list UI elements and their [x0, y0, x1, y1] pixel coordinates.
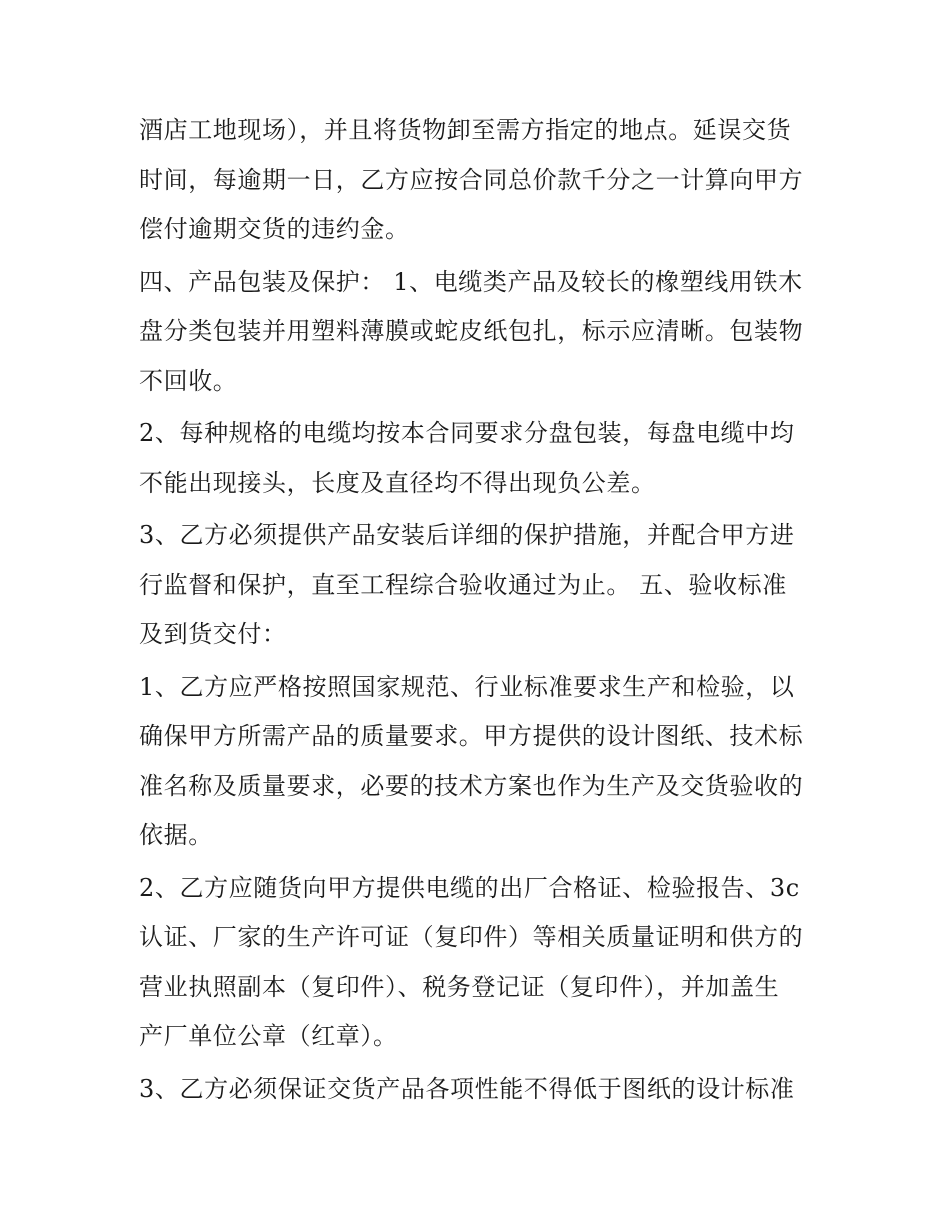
paragraph-packaging-2	[139, 409, 829, 508]
text-line: 产厂单位公章（红章）。	[139, 1022, 398, 1050]
text-line: 不回收。	[139, 366, 238, 395]
text-line: 四、产品包装及保护： 1、电缆类产品及较长的橡塑线用铁木	[139, 267, 803, 296]
text-line: 盘分类包装并用塑料薄膜或蛇皮纸包扎，标示应清晰。包装物	[139, 317, 804, 345]
text-line: 2、乙方应随货向甲方提供电缆的出厂合格证、检验报告、3c	[139, 873, 800, 902]
text-line: 1、乙方应严格按照国家规范、行业标准要求生产和检验，以	[139, 672, 795, 701]
text-line: 确保甲方所需产品的质量要求。甲方提供的设计图纸、技术标	[139, 722, 804, 750]
text-line: 营业执照副本（复印件）、税务登记证（复印件），并加盖生	[139, 972, 780, 1001]
text-line: 准名称及质量要求，必要的技术方案也作为生产及交货验收的	[139, 771, 804, 800]
text-line: 依据。	[139, 821, 213, 849]
text-line: 行监督和保护，直至工程综合验收通过为止。 五、验收标准	[139, 570, 787, 599]
text-line: 2、每种规格的电缆均按本合同要求分盘包装，每盘电缆中均	[139, 419, 795, 447]
paragraph-acceptance-2	[139, 864, 829, 1062]
text-line: 认证、厂家的生产许可证（复印件）等相关质量证明和供方的	[139, 923, 804, 951]
document-page	[139, 106, 829, 1117]
paragraph-delivery-delay	[139, 106, 829, 255]
text-line: 时间，每逾期一日，乙方应按合同总价款千分之一计算向甲方	[139, 165, 804, 194]
paragraph-acceptance-3	[139, 1065, 829, 1115]
text-line: 3、乙方必须保证交货产品各项性能不得低于图纸的设计标准	[139, 1074, 795, 1103]
paragraph-packaging-1	[139, 258, 829, 407]
paragraph-packaging-3	[139, 511, 829, 660]
text-line: 及到货交付：	[139, 620, 287, 648]
text-line: 偿付逾期交货的违约金。	[139, 215, 410, 243]
text-line: 酒店工地现场），并且将货物卸至需方指定的地点。延误交货	[139, 116, 792, 144]
text-line: 不能出现接头，长度及直径均不得出现负公差。	[139, 468, 656, 497]
text-line: 3、乙方必须提供产品安装后详细的保护措施，并配合甲方进	[139, 521, 795, 549]
paragraph-acceptance-1	[139, 663, 829, 861]
